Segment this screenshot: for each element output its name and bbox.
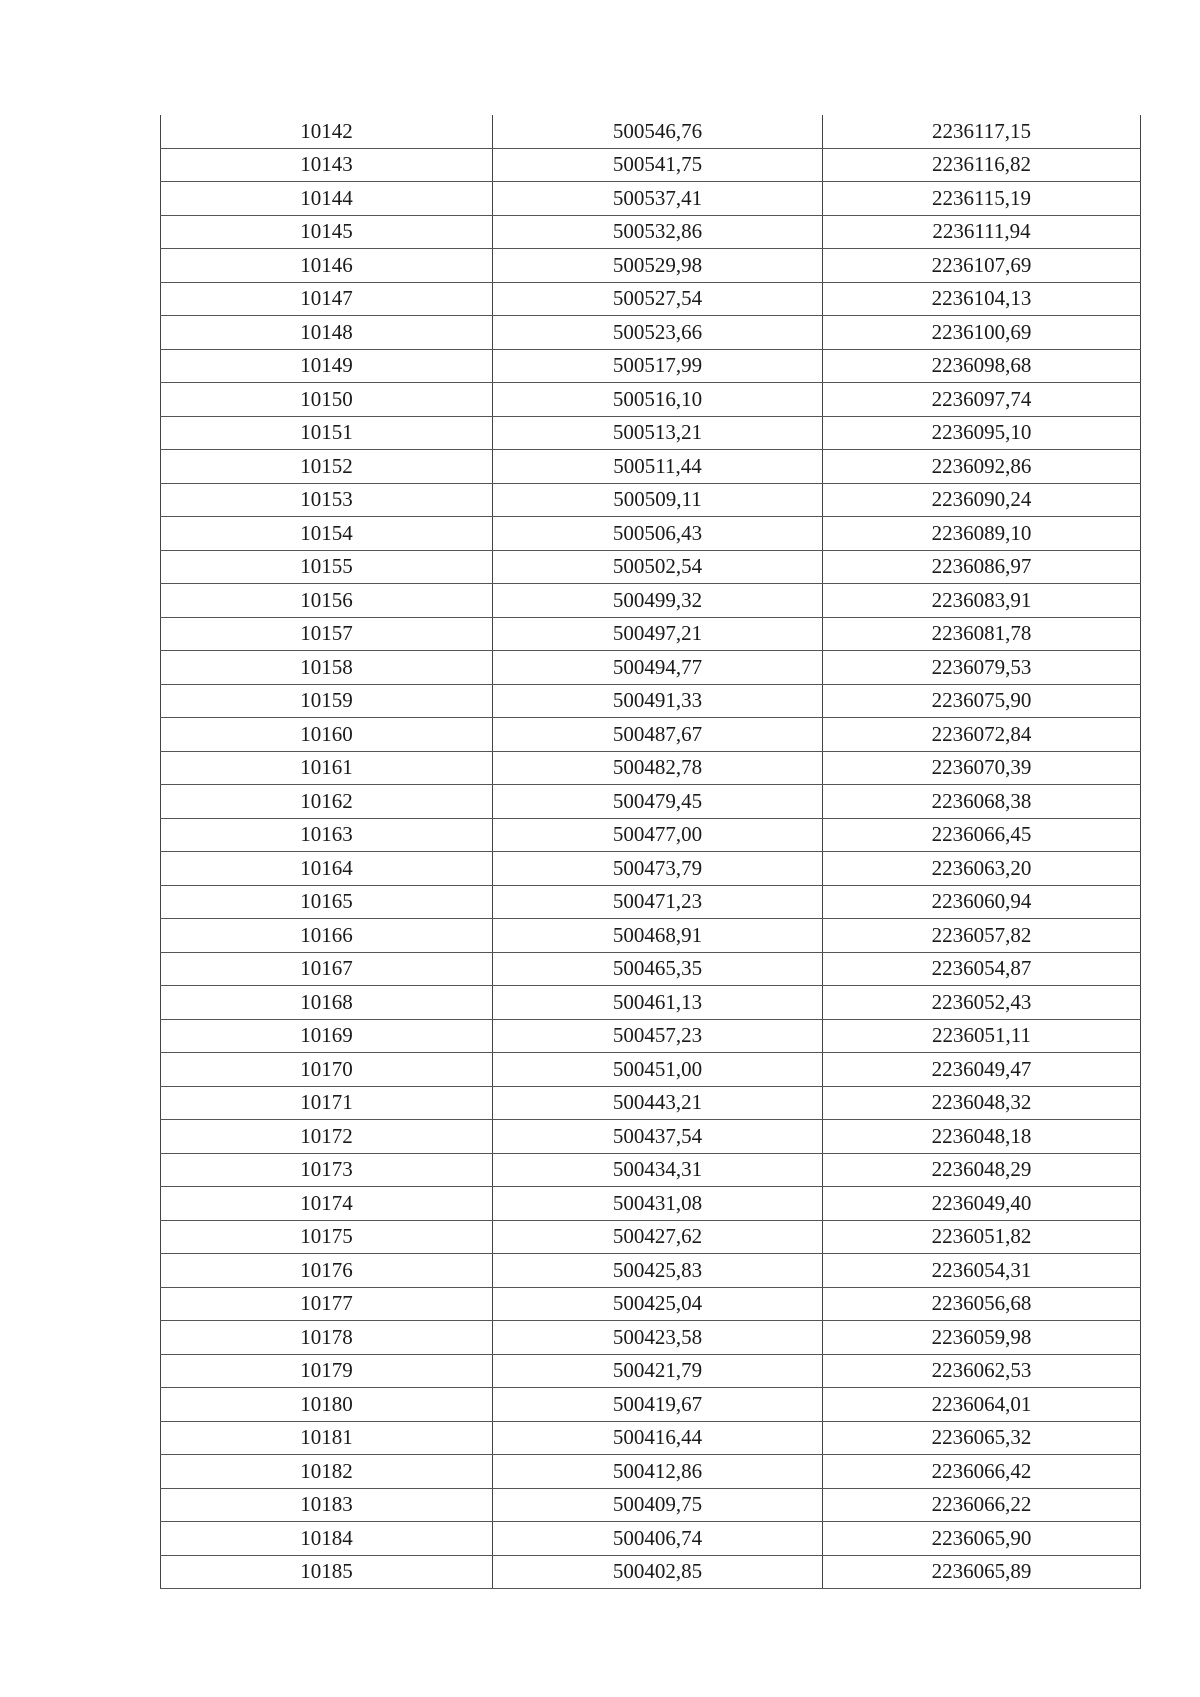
y-coordinate-cell: 2236097,74: [823, 383, 1141, 417]
table-row: [161, 718, 1141, 752]
x-coordinate-cell: 500527,54: [493, 282, 823, 316]
y-coordinate-cell: 2236056,68: [823, 1287, 1141, 1321]
y-coordinate-cell: 2236116,82: [823, 148, 1141, 182]
y-coordinate-cell: 2236065,89: [823, 1555, 1141, 1589]
table-row: [161, 249, 1141, 283]
table-row: [161, 1287, 1141, 1321]
point-number-cell: 10149: [161, 349, 493, 383]
y-coordinate-cell: 2236063,20: [823, 852, 1141, 886]
point-number-cell: 10175: [161, 1220, 493, 1254]
x-coordinate-cell: 500434,31: [493, 1153, 823, 1187]
x-coordinate-cell: 500479,45: [493, 785, 823, 819]
table-row: [161, 148, 1141, 182]
table-row: [161, 952, 1141, 986]
x-coordinate-cell: 500461,13: [493, 986, 823, 1020]
table-row: [161, 1254, 1141, 1288]
point-number-cell: 10160: [161, 718, 493, 752]
y-coordinate-cell: 2236049,47: [823, 1053, 1141, 1087]
y-coordinate-cell: 2236048,32: [823, 1086, 1141, 1120]
point-number-cell: 10165: [161, 885, 493, 919]
x-coordinate-cell: 500482,78: [493, 751, 823, 785]
y-coordinate-cell: 2236086,97: [823, 550, 1141, 584]
y-coordinate-cell: 2236075,90: [823, 684, 1141, 718]
y-coordinate-cell: 2236089,10: [823, 517, 1141, 551]
point-number-cell: 10143: [161, 148, 493, 182]
table-row: [161, 852, 1141, 886]
table-row: [161, 751, 1141, 785]
table-row: [161, 617, 1141, 651]
y-coordinate-cell: 2236107,69: [823, 249, 1141, 283]
y-coordinate-cell: 2236057,82: [823, 919, 1141, 953]
point-number-cell: 10171: [161, 1086, 493, 1120]
y-coordinate-cell: 2236081,78: [823, 617, 1141, 651]
y-coordinate-cell: 2236062,53: [823, 1354, 1141, 1388]
y-coordinate-cell: 2236066,22: [823, 1488, 1141, 1522]
table-row: [161, 1555, 1141, 1589]
table-row: [161, 919, 1141, 953]
table-row: [161, 115, 1141, 148]
point-number-cell: 10163: [161, 818, 493, 852]
x-coordinate-cell: 500402,85: [493, 1555, 823, 1589]
table-row: [161, 1488, 1141, 1522]
y-coordinate-cell: 2236098,68: [823, 349, 1141, 383]
y-coordinate-cell: 2236051,11: [823, 1019, 1141, 1053]
x-coordinate-cell: 500546,76: [493, 115, 823, 148]
x-coordinate-cell: 500487,67: [493, 718, 823, 752]
table-row: [161, 1187, 1141, 1221]
table-row: [161, 383, 1141, 417]
table-row: [161, 1354, 1141, 1388]
x-coordinate-cell: 500419,67: [493, 1388, 823, 1422]
point-number-cell: 10154: [161, 517, 493, 551]
x-coordinate-cell: 500517,99: [493, 349, 823, 383]
y-coordinate-cell: 2236054,87: [823, 952, 1141, 986]
point-number-cell: 10146: [161, 249, 493, 283]
y-coordinate-cell: 2236065,32: [823, 1421, 1141, 1455]
x-coordinate-cell: 500457,23: [493, 1019, 823, 1053]
x-coordinate-cell: 500427,62: [493, 1220, 823, 1254]
table-row: [161, 316, 1141, 350]
x-coordinate-cell: 500532,86: [493, 215, 823, 249]
x-coordinate-cell: 500451,00: [493, 1053, 823, 1087]
point-number-cell: 10170: [161, 1053, 493, 1087]
x-coordinate-cell: 500529,98: [493, 249, 823, 283]
y-coordinate-cell: 2236079,53: [823, 651, 1141, 685]
x-coordinate-cell: 500494,77: [493, 651, 823, 685]
table-row: [161, 785, 1141, 819]
point-number-cell: 10173: [161, 1153, 493, 1187]
point-number-cell: 10179: [161, 1354, 493, 1388]
point-number-cell: 10157: [161, 617, 493, 651]
point-number-cell: 10174: [161, 1187, 493, 1221]
x-coordinate-cell: 500468,91: [493, 919, 823, 953]
x-coordinate-cell: 500509,11: [493, 483, 823, 517]
y-coordinate-cell: 2236070,39: [823, 751, 1141, 785]
table-row: [161, 215, 1141, 249]
y-coordinate-cell: 2236083,91: [823, 584, 1141, 618]
x-coordinate-cell: 500513,21: [493, 416, 823, 450]
table-row: [161, 1120, 1141, 1154]
x-coordinate-cell: 500491,33: [493, 684, 823, 718]
point-number-cell: 10172: [161, 1120, 493, 1154]
point-number-cell: 10176: [161, 1254, 493, 1288]
point-number-cell: 10185: [161, 1555, 493, 1589]
x-coordinate-cell: 500516,10: [493, 383, 823, 417]
x-coordinate-cell: 500499,32: [493, 584, 823, 618]
point-number-cell: 10166: [161, 919, 493, 953]
y-coordinate-cell: 2236095,10: [823, 416, 1141, 450]
x-coordinate-cell: 500537,41: [493, 182, 823, 216]
point-number-cell: 10167: [161, 952, 493, 986]
y-coordinate-cell: 2236048,29: [823, 1153, 1141, 1187]
y-coordinate-cell: 2236092,86: [823, 450, 1141, 484]
x-coordinate-cell: 500406,74: [493, 1522, 823, 1556]
x-coordinate-cell: 500541,75: [493, 148, 823, 182]
point-number-cell: 10162: [161, 785, 493, 819]
x-coordinate-cell: 500416,44: [493, 1421, 823, 1455]
table-row: [161, 1053, 1141, 1087]
y-coordinate-cell: 2236049,40: [823, 1187, 1141, 1221]
point-number-cell: 10164: [161, 852, 493, 886]
point-number-cell: 10180: [161, 1388, 493, 1422]
point-number-cell: 10147: [161, 282, 493, 316]
x-coordinate-cell: 500443,21: [493, 1086, 823, 1120]
table-row: [161, 651, 1141, 685]
x-coordinate-cell: 500511,44: [493, 450, 823, 484]
point-number-cell: 10152: [161, 450, 493, 484]
y-coordinate-cell: 2236064,01: [823, 1388, 1141, 1422]
x-coordinate-cell: 500425,04: [493, 1287, 823, 1321]
x-coordinate-cell: 500497,21: [493, 617, 823, 651]
table-row: [161, 986, 1141, 1020]
table-row: [161, 1086, 1141, 1120]
table-row: [161, 550, 1141, 584]
y-coordinate-cell: 2236117,15: [823, 115, 1141, 148]
point-number-cell: 10144: [161, 182, 493, 216]
x-coordinate-cell: 500425,83: [493, 1254, 823, 1288]
point-number-cell: 10184: [161, 1522, 493, 1556]
point-number-cell: 10148: [161, 316, 493, 350]
y-coordinate-cell: 2236048,18: [823, 1120, 1141, 1154]
y-coordinate-cell: 2236051,82: [823, 1220, 1141, 1254]
point-number-cell: 10178: [161, 1321, 493, 1355]
table-row: [161, 1388, 1141, 1422]
table-row: [161, 1522, 1141, 1556]
point-number-cell: 10169: [161, 1019, 493, 1053]
table-row: [161, 416, 1141, 450]
table-row: [161, 1019, 1141, 1053]
table-row: [161, 885, 1141, 919]
x-coordinate-cell: 500465,35: [493, 952, 823, 986]
table-row: [161, 483, 1141, 517]
x-coordinate-cell: 500471,23: [493, 885, 823, 919]
point-number-cell: 10159: [161, 684, 493, 718]
y-coordinate-cell: 2236065,90: [823, 1522, 1141, 1556]
table-row: [161, 517, 1141, 551]
y-coordinate-cell: 2236115,19: [823, 182, 1141, 216]
table-row: [161, 282, 1141, 316]
y-coordinate-cell: 2236072,84: [823, 718, 1141, 752]
x-coordinate-cell: 500421,79: [493, 1354, 823, 1388]
table-row: [161, 182, 1141, 216]
point-number-cell: 10142: [161, 115, 493, 148]
y-coordinate-cell: 2236090,24: [823, 483, 1141, 517]
point-number-cell: 10168: [161, 986, 493, 1020]
y-coordinate-cell: 2236054,31: [823, 1254, 1141, 1288]
table-row: [161, 1220, 1141, 1254]
table-row: [161, 1455, 1141, 1489]
x-coordinate-cell: 500506,43: [493, 517, 823, 551]
y-coordinate-cell: 2236052,43: [823, 986, 1141, 1020]
point-number-cell: 10150: [161, 383, 493, 417]
y-coordinate-cell: 2236068,38: [823, 785, 1141, 819]
table-row: [161, 1321, 1141, 1355]
x-coordinate-cell: 500437,54: [493, 1120, 823, 1154]
x-coordinate-cell: 500423,58: [493, 1321, 823, 1355]
coordinates-table: [160, 115, 1141, 1589]
table-row: [161, 818, 1141, 852]
point-number-cell: 10181: [161, 1421, 493, 1455]
table-row: [161, 684, 1141, 718]
y-coordinate-cell: 2236066,45: [823, 818, 1141, 852]
x-coordinate-cell: 500409,75: [493, 1488, 823, 1522]
point-number-cell: 10177: [161, 1287, 493, 1321]
point-number-cell: 10182: [161, 1455, 493, 1489]
point-number-cell: 10156: [161, 584, 493, 618]
x-coordinate-cell: 500431,08: [493, 1187, 823, 1221]
x-coordinate-cell: 500412,86: [493, 1455, 823, 1489]
coordinates-table-body: [161, 115, 1141, 1589]
table-row: [161, 450, 1141, 484]
point-number-cell: 10155: [161, 550, 493, 584]
table-row: [161, 1421, 1141, 1455]
point-number-cell: 10145: [161, 215, 493, 249]
y-coordinate-cell: 2236111,94: [823, 215, 1141, 249]
point-number-cell: 10183: [161, 1488, 493, 1522]
y-coordinate-cell: 2236059,98: [823, 1321, 1141, 1355]
table-row: [161, 349, 1141, 383]
y-coordinate-cell: 2236060,94: [823, 885, 1141, 919]
x-coordinate-cell: 500502,54: [493, 550, 823, 584]
table-row: [161, 1153, 1141, 1187]
x-coordinate-cell: 500473,79: [493, 852, 823, 886]
y-coordinate-cell: 2236104,13: [823, 282, 1141, 316]
y-coordinate-cell: 2236100,69: [823, 316, 1141, 350]
x-coordinate-cell: 500523,66: [493, 316, 823, 350]
x-coordinate-cell: 500477,00: [493, 818, 823, 852]
point-number-cell: 10153: [161, 483, 493, 517]
table-row: [161, 584, 1141, 618]
y-coordinate-cell: 2236066,42: [823, 1455, 1141, 1489]
point-number-cell: 10161: [161, 751, 493, 785]
point-number-cell: 10158: [161, 651, 493, 685]
point-number-cell: 10151: [161, 416, 493, 450]
